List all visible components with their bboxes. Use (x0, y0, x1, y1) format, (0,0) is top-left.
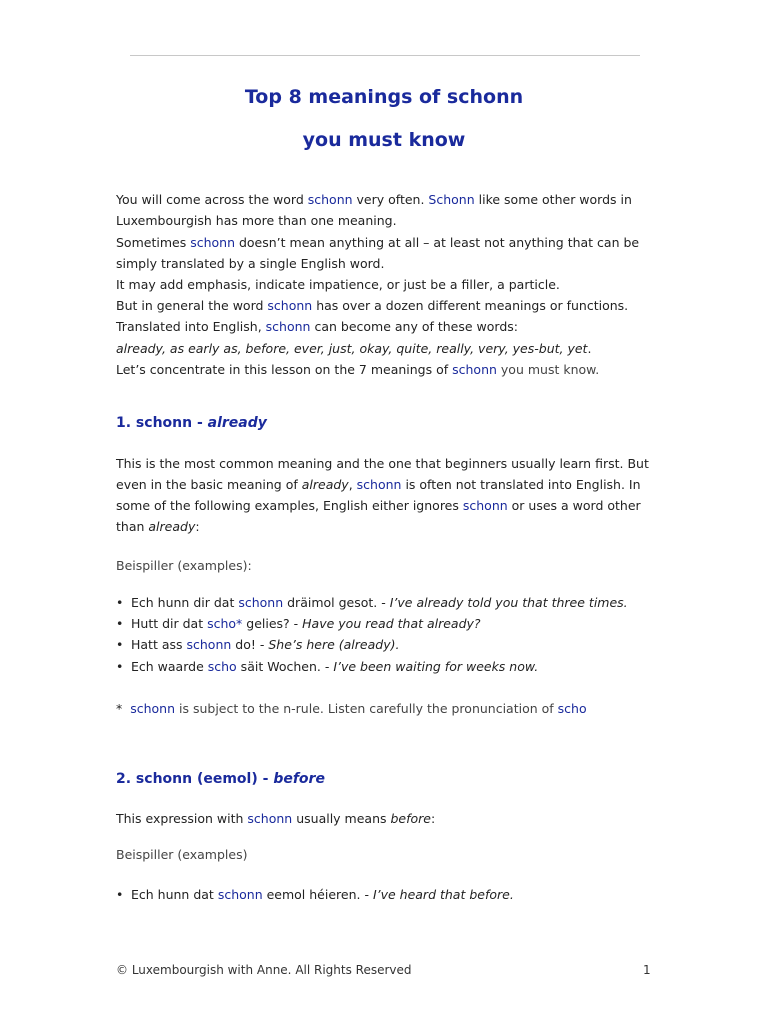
list-item: • Hatt ass schonn do! - She’s here (already). (116, 634, 676, 655)
intro-line: Sometimes schonn doesn’t mean anything at all – at least not anything that can be (116, 235, 640, 250)
section-1-examples-label: Beispiller (examples): (116, 558, 252, 573)
section-2-examples-label: Beispiller (examples) (116, 847, 248, 862)
section-2-examples-list (116, 884, 676, 905)
section-2-paragraph: This expression with schonn usually means before: (116, 811, 436, 826)
section-1-line: This is the most common meaning and the one that beginners usually learn first. But (116, 456, 649, 471)
list-item: • Ech hunn dat schonn eemol héieren. - I’ve heard that before. (116, 884, 676, 905)
intro-line: Luxembourgish has more than one meaning. (116, 213, 397, 228)
page-title-line-2: you must know (302, 129, 466, 151)
top-divider (130, 55, 640, 56)
list-item: • Hutt dir dat scho* gelies? - Have you read that already? (116, 613, 676, 634)
section-1-footnote: * schonn is subject to the n-rule. Listen carefully the pronunciation of scho (116, 701, 587, 716)
intro-line: already, as early as, before, ever, just, okay, quite, really, very, yes-but, yet. (116, 341, 592, 356)
footer-copyright: © Luxembourgish with Anne. All Rights Reserved (116, 963, 412, 977)
page-title-line-1: Top 8 meanings of schonn (244, 86, 524, 108)
intro-line: Let’s concentrate in this lesson on the 7 meanings of schonn you must know. (116, 362, 600, 377)
section-1-line: than already: (116, 519, 200, 534)
intro-line: But in general the word schonn has over a dozen different meanings or functions. (116, 298, 629, 313)
section-1-examples-list (116, 592, 676, 677)
list-item: • Ech hunn dir dat schonn dräimol gesot. - I’ve already told you that three times. (116, 592, 676, 613)
intro-line: It may add emphasis, indicate impatience, or just be a filler, a particle. (116, 277, 560, 292)
section-1-heading: 1. schonn - already (116, 415, 267, 431)
section-2-heading: 2. schonn (eemol) - before (116, 771, 325, 787)
list-item: • Ech waarde scho säit Wochen. - I’ve been waiting for weeks now. (116, 656, 676, 677)
page-number: 1 (643, 963, 651, 977)
intro-line: You will come across the word schonn very often. Schonn like some other words in (116, 192, 632, 207)
section-1-line: even in the basic meaning of already, schonn is often not translated into English. In (116, 477, 641, 492)
intro-line: simply translated by a single English word. (116, 256, 385, 271)
section-1-line: some of the following examples, English either ignores schonn or uses a word other (116, 498, 641, 513)
intro-line: Translated into English, schonn can become any of these words: (116, 319, 518, 334)
